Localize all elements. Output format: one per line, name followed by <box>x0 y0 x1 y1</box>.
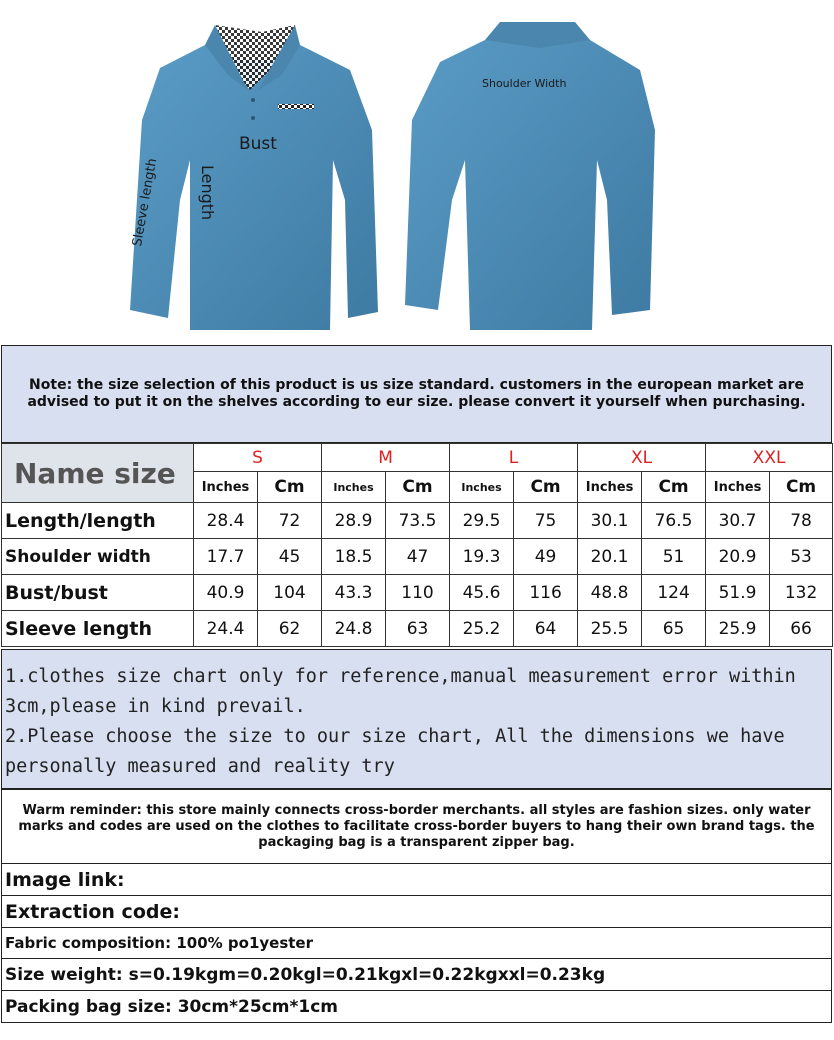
size-chart-table <box>1 443 833 647</box>
table-cell: 66 <box>770 611 833 647</box>
packing-bag-size-row: Packing bag size: 30cm*25cm*1cm <box>1 990 832 1023</box>
table-cell: 28.9 <box>322 503 386 539</box>
unit-cm: Cm <box>642 472 706 503</box>
table-cell: 76.5 <box>642 503 706 539</box>
table-cell: 17.7 <box>194 539 258 575</box>
reference-notes-box <box>1 649 832 789</box>
row-label-length: Length/length <box>2 503 194 539</box>
table-row <box>2 575 833 611</box>
unit-cm: Cm <box>386 472 450 503</box>
table-cell: 45.6 <box>450 575 514 611</box>
table-cell: 47 <box>386 539 450 575</box>
size-header-row <box>2 444 833 472</box>
length-label: Length <box>198 165 217 221</box>
warm-reminder-box <box>1 789 832 864</box>
table-cell: 20.9 <box>706 539 770 575</box>
table-cell: 40.9 <box>194 575 258 611</box>
reference-note-1: 1.clothes size chart only for reference,manual measurement error within 3cm,please in kind prevail. <box>5 666 796 717</box>
sleeve-length-label: Sleeve length <box>130 157 161 248</box>
table-cell: 30.1 <box>578 503 642 539</box>
table-row <box>2 539 833 575</box>
table-cell: 53 <box>770 539 833 575</box>
table-cell: 25.5 <box>578 611 642 647</box>
table-cell: 20.1 <box>578 539 642 575</box>
table-cell: 73.5 <box>386 503 450 539</box>
table-cell: 43.3 <box>322 575 386 611</box>
table-row <box>2 611 833 647</box>
size-s-header: S <box>194 444 322 472</box>
table-cell: 124 <box>642 575 706 611</box>
unit-inches: Inches <box>706 472 770 503</box>
image-link-row: Image link: <box>1 863 832 896</box>
size-xxl-header: XXL <box>706 444 833 472</box>
table-cell: 25.9 <box>706 611 770 647</box>
row-label-bust: Bust/bust <box>2 575 194 611</box>
row-label-shoulder-width: Shoulder width <box>2 539 194 575</box>
shoulder-width-label: Shoulder Width <box>482 77 567 90</box>
size-m-header: M <box>322 444 450 472</box>
unit-cm: Cm <box>770 472 833 503</box>
table-cell: 48.8 <box>578 575 642 611</box>
size-l-header: L <box>450 444 578 472</box>
table-cell: 64 <box>514 611 578 647</box>
table-cell: 132 <box>770 575 833 611</box>
unit-cm: Cm <box>514 472 578 503</box>
table-cell: 78 <box>770 503 833 539</box>
size-note-text: Note: the size selection of this product is us size standard. customers in the european market are advised to put it on the shelves according to eur size. please convert it yourself when purchasing. <box>27 377 806 410</box>
shirt-illustration <box>0 0 834 343</box>
table-cell: 63 <box>386 611 450 647</box>
unit-inches: Inches <box>322 472 386 503</box>
table-cell: 28.4 <box>194 503 258 539</box>
table-cell: 24.8 <box>322 611 386 647</box>
unit-cm: Cm <box>258 472 322 503</box>
table-cell: 104 <box>258 575 322 611</box>
back-shirt <box>405 22 655 330</box>
table-cell: 30.7 <box>706 503 770 539</box>
fabric-composition-row: Fabric composition: 100% po1yester <box>1 927 832 959</box>
table-cell: 49 <box>514 539 578 575</box>
table-row <box>2 503 833 539</box>
size-note-box <box>1 345 832 443</box>
table-cell: 19.3 <box>450 539 514 575</box>
table-cell: 18.5 <box>322 539 386 575</box>
table-cell: 75 <box>514 503 578 539</box>
table-cell: 25.2 <box>450 611 514 647</box>
table-cell: 72 <box>258 503 322 539</box>
warm-reminder-text: Warm reminder: this store mainly connects cross-border merchants. all styles are fashion sizes. only water marks and codes are used on the clothes to facilitate cross-border buyers to hang their own brand tags. the packaging bag is a transparent zipper bag. <box>18 802 815 850</box>
size-weight-row: Size weight: s=0.19kgm=0.20kgl=0.21kgxl=0.22kgxxl=0.23kg <box>1 958 832 991</box>
name-size-header: Name size <box>2 444 194 503</box>
size-xl-header: XL <box>578 444 706 472</box>
table-cell: 65 <box>642 611 706 647</box>
table-cell: 51.9 <box>706 575 770 611</box>
product-photo <box>0 0 834 343</box>
front-shirt <box>130 25 378 330</box>
table-cell: 62 <box>258 611 322 647</box>
unit-inches: Inches <box>450 472 514 503</box>
table-cell: 24.4 <box>194 611 258 647</box>
table-cell: 51 <box>642 539 706 575</box>
unit-inches: Inches <box>578 472 642 503</box>
bust-label: Bust <box>239 134 277 154</box>
table-cell: 45 <box>258 539 322 575</box>
table-cell: 29.5 <box>450 503 514 539</box>
extraction-code-row: Extraction code: <box>1 895 832 928</box>
unit-inches: Inches <box>194 472 258 503</box>
row-label-sleeve-length: Sleeve length <box>2 611 194 647</box>
table-cell: 110 <box>386 575 450 611</box>
table-cell: 116 <box>514 575 578 611</box>
reference-note-2: 2.Please choose the size to our size chart, All the dimensions we have personally measured and reality try <box>5 726 785 777</box>
